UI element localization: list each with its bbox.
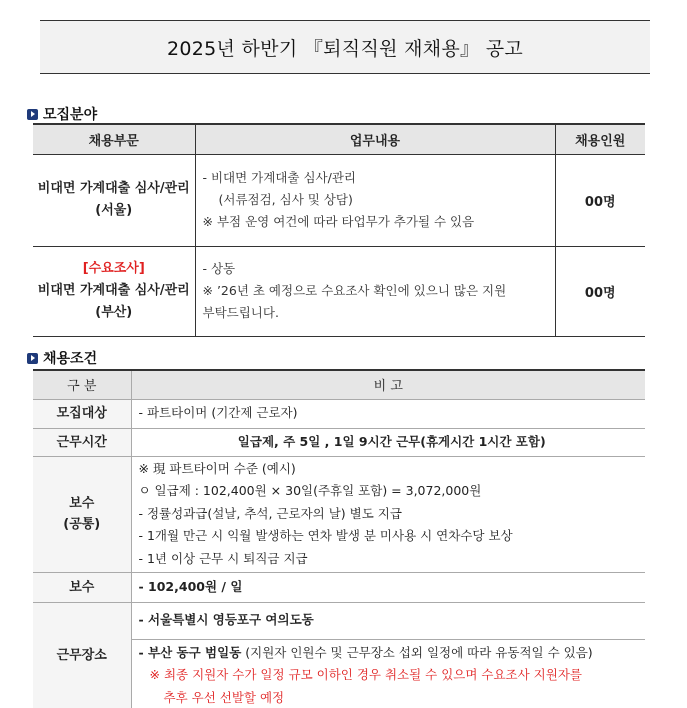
header-duty: 업무내용 xyxy=(195,124,555,154)
dept-cell xyxy=(33,154,195,246)
section-heading-conditions xyxy=(27,348,97,368)
count-cell: 00명 xyxy=(555,246,645,336)
label-line: 보수 xyxy=(69,496,95,511)
dept-location: (서울) xyxy=(95,203,133,218)
row-value: - 파트타이머 (기간제 근로자) xyxy=(131,399,645,428)
table-row xyxy=(33,572,645,602)
header-category: 구 분 xyxy=(33,370,131,399)
table-header-row xyxy=(33,124,645,154)
duty-cell xyxy=(195,154,555,246)
table-row xyxy=(33,399,645,428)
header-remarks: 비 고 xyxy=(131,370,645,399)
duty-note: ※ 부점 운영 여건에 따라 타업무가 추가될 수 있음 xyxy=(202,214,475,229)
row-label: 보수 xyxy=(33,572,131,602)
duty-cell xyxy=(195,246,555,336)
location-busan-note: (지원자 인원수 및 근무장소 섭외 일정에 따라 유동적일 수 있음) xyxy=(241,644,593,660)
table-header-row xyxy=(33,370,645,399)
label-line: (공통) xyxy=(63,517,101,532)
table-row xyxy=(33,602,645,708)
arrow-bullet-icon xyxy=(27,353,38,364)
recruitment-table xyxy=(33,123,645,337)
section-heading-label: 모집분야 xyxy=(43,107,98,123)
pay-line: ㅇ 일급제 : 102,400원 × 30일(주휴일 포함) = 3,072,000원 xyxy=(138,483,482,499)
dept-cell xyxy=(33,246,195,336)
row-value: - 102,400원 / 일 xyxy=(131,572,645,602)
table-row xyxy=(33,154,645,246)
location-busan xyxy=(132,640,646,665)
pay-line: - 1년 이상 근무 시 퇴직금 지급 xyxy=(138,550,308,566)
section-heading-label: 채용조건 xyxy=(43,351,98,367)
row-value: 일급제, 주 5일 , 1일 9시간 근무(휴게시간 1시간 포함) xyxy=(131,428,645,456)
row-label xyxy=(33,456,131,572)
conditions-table xyxy=(33,369,645,708)
survey-tag: [수요조사] xyxy=(82,261,145,276)
duty-line: - 비대면 가계대출 심사/관리 xyxy=(202,170,356,185)
row-value xyxy=(131,456,645,572)
pay-line: - 1개월 만근 시 익월 발생하는 연차 발생 분 미사용 시 연차수당 보상 xyxy=(138,528,513,544)
section-heading-recruitment xyxy=(27,104,97,124)
duty-note: 부탁드립니다. xyxy=(202,305,279,320)
dept-name: 비대면 가계대출 심사/관리 xyxy=(37,283,190,298)
duty-line: - 상동 xyxy=(202,261,236,276)
pay-line: ※ 現 파트타이머 수준 (예시) xyxy=(138,460,296,476)
location-busan-name: - 부산 동구 범일동 xyxy=(138,644,242,660)
count-cell: 00명 xyxy=(555,154,645,246)
arrow-bullet-icon xyxy=(27,109,38,120)
location-warning: ※ 최종 지원자 수가 일정 규모 이하인 경우 취소될 수 있으며 수요조사 지원자를 xyxy=(149,667,582,682)
table-row xyxy=(33,456,645,572)
pay-line: - 정률성과급(설날, 추석, 근로자의 날) 별도 지급 xyxy=(138,505,402,521)
row-value xyxy=(131,602,645,708)
header-count: 채용인원 xyxy=(555,124,645,154)
table-row xyxy=(33,428,645,456)
duty-line: (서류점검, 심사 및 상담) xyxy=(218,192,353,207)
dept-location: (부산) xyxy=(95,305,133,320)
dept-name: 비대면 가계대출 심사/관리 xyxy=(37,181,190,196)
duty-note: ※ ’26년 초 예정으로 수요조사 확인에 있으니 많은 지원 xyxy=(202,283,507,298)
page-title: 2025년 하반기 『퇴직직원 재채용』 공고 xyxy=(40,20,650,74)
header-dept: 채용부문 xyxy=(33,124,195,154)
table-row xyxy=(33,246,645,336)
location-warning: 추후 우선 선발할 예정 xyxy=(163,689,285,705)
location-seoul: - 서울특별시 영등포구 여의도동 xyxy=(132,603,646,640)
row-label: 근무시간 xyxy=(33,428,131,456)
row-label: 모집대상 xyxy=(33,399,131,428)
row-label: 근무장소 xyxy=(33,602,131,708)
